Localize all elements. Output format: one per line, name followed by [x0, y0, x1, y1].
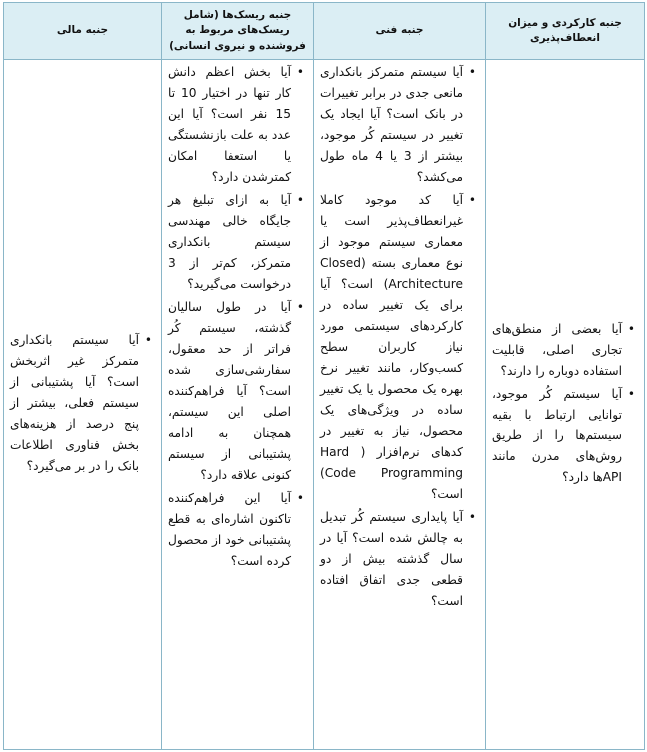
bullet-icon: • [468, 65, 476, 79]
item-text: آیا بخش اعظم دانش کار تنها در اختیار 10 تا 15 نفر است؟ آیا این عدد به علت بازنشستگی یا استعفا امکان کمترشدن دارد؟ [168, 65, 291, 184]
item-text: آیا پایداری سیستم کُر تبدیل به چالش شده است؟ آیا در سال گذشته بیش از دو قطعی جدی اتفاق افتاده است؟ [320, 509, 463, 608]
content-row [4, 60, 645, 750]
item-text: آیا سیستم بانکداری متمرکز غیر اثربخش است؟ آیا پشتیبانی از سیستم فعلی، بیشتر از پنج درصد از هزینه‌های بخش فناوری اطلاعات بانک را در بر می‌گیرد؟ [10, 333, 139, 473]
item-text: آیا سیستم کُر موجود، توانایی ارتباط با بقیه سیستم‌ها را از طریق روش‌های مدرن مانند APIها دارد؟ [492, 386, 622, 485]
cell-functional [486, 60, 645, 750]
list-item [492, 384, 635, 489]
bullet-icon: • [627, 321, 635, 336]
header-functional: جنبه کارکردی و میزان انعطاف‌پذیری [486, 3, 645, 60]
bullet-icon: • [468, 509, 476, 524]
header-technical: جنبه فنی [314, 3, 486, 60]
cell-technical [314, 60, 486, 750]
list-item [320, 507, 476, 612]
item-text: آیا این فراهم‌کننده تاکنون اشاره‌ای به قطع پشتیبانی خود از محصول کرده است؟ [168, 490, 291, 568]
cell-risk [162, 60, 314, 750]
cell-financial [4, 60, 162, 750]
header-row [4, 3, 645, 60]
functional-list [492, 319, 636, 489]
item-text: آیا در طول سالیان گذشته، سیستم کُر فراتر از حد معقول، سفارشی‌سازی شده است؟ آیا فراهم‌کننده اصلی این سیستم، همچنان به ادامه پشتیبانی از سیستم کنونی علاقه دارد؟ [168, 299, 291, 482]
bullet-icon: • [468, 192, 476, 207]
financial-list [10, 330, 153, 477]
bullet-icon: • [627, 386, 635, 401]
list-item [168, 297, 304, 486]
bullet-icon: • [144, 333, 152, 348]
bullet-icon: • [296, 65, 304, 79]
bullet-icon: • [296, 490, 304, 505]
header-risk: جنبه ریسک‌ها (شامل ریسک‌های مربوط به فروشنده و نیروی انسانی) [162, 3, 314, 60]
risk-list [168, 62, 305, 572]
item-text: آیا بعضی از منطق‌های تجاری اصلی، قابلیت استفاده دوباره را دارند؟ [492, 321, 622, 378]
assessment-table [3, 2, 645, 750]
list-item [320, 62, 476, 188]
list-item [168, 62, 304, 188]
header-financial: جنبه مالی [4, 3, 162, 60]
list-item [168, 190, 304, 295]
item-text: آیا سیستم متمرکز بانکداری مانعی جدی در برابر تغییرات در بانک است؟ آیا ایجاد یک تغییر در سیستم کُر موجود، بیشتر از 3 یا 4 ماه طول می‌کشد؟ [320, 65, 463, 184]
technical-list [320, 62, 477, 612]
list-item [168, 488, 304, 572]
list-item [10, 330, 152, 477]
bullet-icon: • [296, 192, 304, 207]
item-text: آیا به ازای تبلیغ هر جایگاه خالی مهندسی سیستم بانکداری متمرکز، کم‌تر از 3 درخواست می‌گیرید؟ [168, 192, 291, 291]
list-item [320, 190, 476, 505]
bullet-icon: • [296, 299, 304, 314]
item-text: آیا کد موجود کاملا غیرانعطاف‌پذیر است یا معماری سیستم موجود از نوع معماری بسته (Closed Architecture) است؟ آیا برای یک تغییر ساده در کارکردهای سیستمی مورد نیاز کاربران سطح کسب‌وکار، مانند تغییر نرخ بهره یک محصول یا یک تغییر ساده در ویژگی‌های یک محصول، نیاز به تغییر در کدهای نرم‌افزار ( Hard Code Programming) است؟ [320, 192, 463, 501]
list-item [492, 319, 635, 382]
